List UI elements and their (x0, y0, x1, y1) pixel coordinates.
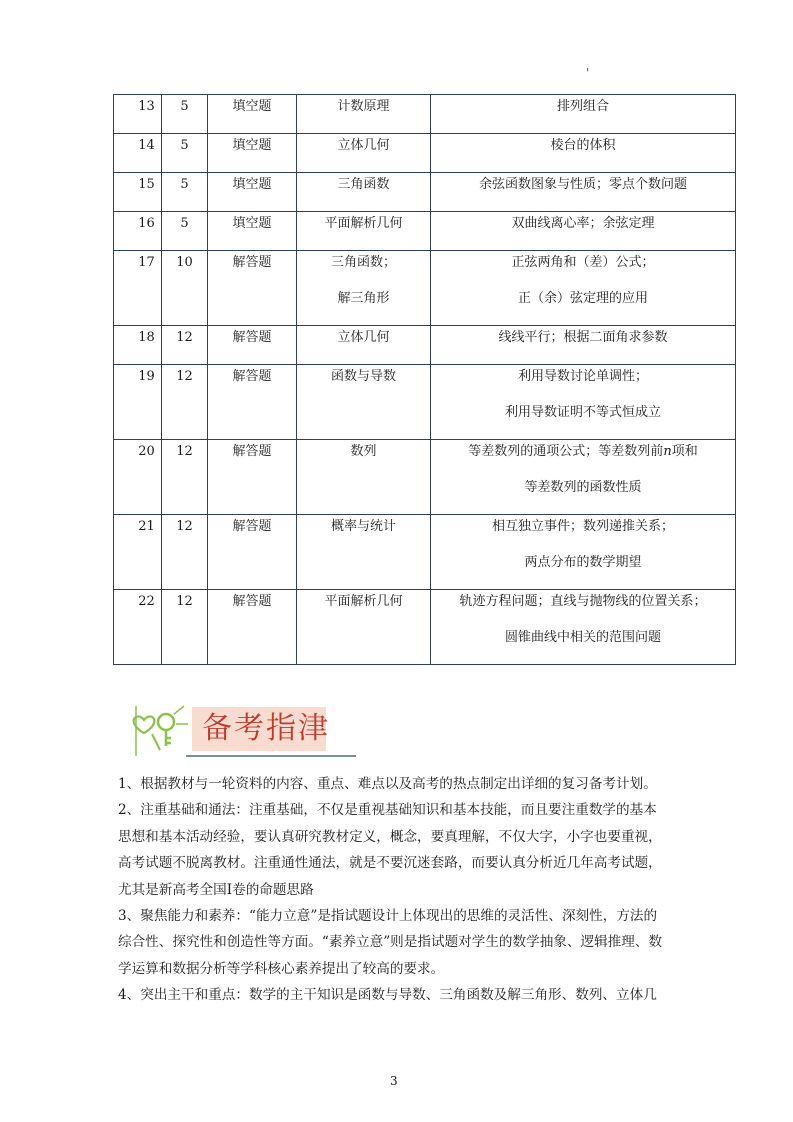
content (431, 251, 736, 326)
content-line (431, 627, 735, 664)
content-text: 相互独立事件；数列递推关系； (491, 519, 674, 534)
score (162, 440, 208, 515)
content (431, 95, 736, 134)
content-text: 余弦函数图象与性质；零点个数问题 (478, 177, 687, 192)
content-text: 正弦两角和（差）公式； (511, 255, 655, 270)
table-row (114, 212, 736, 251)
score (162, 95, 208, 134)
topic-text: 平面解析几何 (324, 594, 403, 609)
paragraph-line: 4、突出主干和重点：数学的主干知识是函数与导数、三角函数及解三角形、数列、立体几 (118, 987, 657, 1004)
paragraph-line: 1、根据教材与一轮资料的内容、重点、难点以及高考的热点制定出详细的复习备考计划。 (118, 776, 657, 792)
question-number (114, 251, 162, 326)
question-type-text: 解答题 (232, 519, 272, 534)
banner-title: 备考指津 (202, 711, 330, 746)
content-text: 等差数列的函数性质 (524, 480, 642, 495)
content (431, 173, 736, 212)
content-line (431, 402, 735, 439)
paragraph-line: 高考试题不脱离教材。注重通性通法，就是不要沉迷套路，而要认真分析近几年高考试题， (118, 855, 662, 872)
question-number (114, 212, 162, 251)
topic-text: 概率与统计 (330, 519, 396, 534)
question-number-text: 17 (138, 255, 155, 270)
topic (297, 365, 431, 440)
question-type (208, 365, 297, 440)
topic (297, 134, 431, 173)
question-type-line (208, 440, 296, 477)
table-row (114, 326, 736, 365)
table-row (114, 95, 736, 134)
topic-text: 计数原理 (337, 99, 390, 114)
question-type-text: 填空题 (232, 99, 272, 114)
table-row (114, 134, 736, 173)
content (431, 365, 736, 440)
content-line (431, 440, 735, 477)
score-line (162, 134, 207, 171)
question-number-line (132, 515, 161, 552)
topic-line (297, 515, 430, 552)
question-number-text: 18 (138, 330, 155, 345)
question-number-text: 13 (138, 99, 155, 114)
paragraph-line: 2、注重基础和通法：注重基础，不仅是重视基础知识和基本技能，而且要注重数学的基本 (118, 802, 657, 819)
content-line (431, 326, 735, 363)
topic (297, 212, 431, 251)
question-type-line (208, 515, 296, 552)
math-variable-n: n (663, 444, 672, 459)
question-number (114, 173, 162, 212)
content-tail: 项和 (671, 444, 698, 459)
question-type-text: 填空题 (232, 138, 272, 153)
topic (297, 440, 431, 515)
topic-text: 三角函数 (337, 177, 390, 192)
content-line (431, 134, 735, 171)
score-line (162, 95, 207, 132)
question-number (114, 365, 162, 440)
question-type-text: 解答题 (232, 330, 272, 345)
topic-line (297, 134, 430, 171)
content-text: 两点分布的数学期望 (524, 555, 642, 570)
content (431, 515, 736, 590)
topic-text: 数列 (350, 444, 377, 459)
content-line (431, 288, 735, 325)
score (162, 173, 208, 212)
question-type (208, 326, 297, 365)
score-text: 12 (176, 369, 193, 384)
score (162, 326, 208, 365)
question-number (114, 326, 162, 365)
question-type (208, 515, 297, 590)
question-type-text: 解答题 (232, 369, 272, 384)
paragraph-line: 思想和基本活动经验，要认真研究教材定义，概念，要真理解，不仅大字，小字也要重视， (118, 828, 662, 845)
topic-text: 三角函数； (330, 255, 396, 270)
question-type-text: 填空题 (232, 177, 272, 192)
beikao-banner (130, 700, 358, 758)
score-text: 5 (180, 138, 189, 153)
topic-line (297, 212, 430, 249)
content-text: 正（余）弦定理的应用 (517, 291, 648, 306)
question-type (208, 95, 297, 134)
score-line (162, 212, 207, 249)
exam-analysis-table (113, 94, 736, 665)
question-type-text: 解答题 (232, 594, 272, 609)
question-type (208, 173, 297, 212)
content (431, 440, 736, 515)
question-type-line (208, 326, 296, 363)
question-type-line (208, 173, 296, 210)
score-text: 12 (176, 444, 193, 459)
content-line (431, 477, 735, 514)
score (162, 365, 208, 440)
topic-line (297, 365, 430, 402)
question-number (114, 134, 162, 173)
question-type-line (208, 134, 296, 171)
content-text: 利用导数证明不等式恒成立 (504, 405, 661, 420)
content-line (431, 552, 735, 589)
question-number-line (132, 326, 161, 363)
banner-underline (186, 755, 356, 757)
score (162, 134, 208, 173)
content-line (431, 515, 735, 552)
topic-text: 平面解析几何 (324, 216, 403, 231)
topic-line (297, 173, 430, 210)
topic (297, 251, 431, 326)
topic-line (297, 251, 430, 288)
score-text: 12 (176, 519, 193, 534)
content (431, 134, 736, 173)
topic-line (297, 590, 430, 627)
score-text: 12 (176, 330, 193, 345)
question-number-line (132, 134, 161, 171)
score (162, 251, 208, 326)
score-line (162, 440, 207, 477)
content-line (431, 251, 735, 288)
content-text: 排列组合 (556, 99, 609, 114)
content-line (431, 95, 735, 132)
question-number (114, 95, 162, 134)
content (431, 326, 736, 365)
question-number-text: 19 (138, 369, 155, 384)
topic (297, 326, 431, 365)
question-number-line (132, 251, 161, 288)
content (431, 590, 736, 665)
content-text: 双曲线离心率；余弦定理 (511, 216, 655, 231)
score (162, 590, 208, 665)
score-text: 5 (180, 99, 189, 114)
content-line (431, 590, 735, 627)
question-number-line (132, 95, 161, 132)
topic-text: 立体几何 (337, 330, 390, 345)
content-line (431, 212, 735, 249)
score-text: 5 (180, 177, 189, 192)
question-type-line (208, 590, 296, 627)
question-number-text: 22 (138, 594, 155, 609)
table-row (114, 440, 736, 515)
score-line (162, 173, 207, 210)
content-line (431, 173, 735, 210)
question-type-line (208, 251, 296, 288)
question-type (208, 590, 297, 665)
question-number-line (132, 440, 161, 477)
score-line (162, 251, 207, 288)
question-type (208, 212, 297, 251)
topic-text: 解三角形 (337, 291, 390, 306)
paragraph-line: 学运算和数据分析等学科核心素养提出了较高的要求。 (118, 960, 445, 977)
topic-line (297, 440, 430, 477)
content-text: 线线平行；根据二面角求参数 (498, 330, 668, 345)
topic-text: 立体几何 (337, 138, 390, 153)
score-text: 5 (180, 216, 189, 231)
question-number-text: 20 (138, 444, 155, 459)
question-type-text: 解答题 (232, 444, 272, 459)
topic (297, 515, 431, 590)
question-type (208, 440, 297, 515)
top-mark: ' (586, 66, 590, 80)
score-line (162, 515, 207, 552)
score (162, 515, 208, 590)
question-number-line (132, 212, 161, 249)
topic (297, 95, 431, 134)
score-line (162, 326, 207, 363)
topic-line (297, 288, 430, 325)
content (431, 212, 736, 251)
question-number-line (132, 173, 161, 210)
question-type (208, 134, 297, 173)
question-number-text: 14 (138, 138, 155, 153)
question-type-text: 填空题 (232, 216, 272, 231)
content-text: 轨迹方程问题；直线与抛物线的位置关系； (459, 594, 707, 609)
question-number-line (132, 365, 161, 402)
question-number (114, 440, 162, 515)
score-line (162, 590, 207, 627)
question-type-text: 解答题 (232, 255, 272, 270)
table-row (114, 590, 736, 665)
question-type-line (208, 365, 296, 402)
topic-text: 函数与导数 (330, 369, 396, 384)
topic (297, 590, 431, 665)
guidance-text (118, 771, 693, 1009)
content-text: 等差数列的通项公式；等差数列前 (468, 444, 664, 459)
page-number: 3 (390, 1074, 398, 1088)
content-text: 棱台的体积 (550, 138, 616, 153)
score-line (162, 365, 207, 402)
key-heart-icon (130, 700, 190, 758)
question-number-text: 16 (138, 216, 155, 231)
content-line (431, 365, 735, 402)
table-row (114, 173, 736, 212)
table-row (114, 251, 736, 326)
content-text: 圆锥曲线中相关的范围问题 (504, 630, 661, 645)
question-type (208, 251, 297, 326)
question-number-text: 21 (138, 519, 155, 534)
paragraph-line: 3、聚焦能力和素养：“能力立意”是指试题设计上体现出的思维的灵活性、深刻性，方法的 (118, 908, 658, 925)
score (162, 212, 208, 251)
question-number (114, 515, 162, 590)
question-type-line (208, 95, 296, 132)
topic-line (297, 326, 430, 363)
score-text: 10 (176, 255, 193, 270)
paragraph-line: 综合性、探究性和创造性等方面。“素养立意”则是指试题对学生的数学抽象、逻辑推理、数 (118, 934, 663, 951)
question-type-line (208, 212, 296, 249)
question-number-text: 15 (138, 177, 155, 192)
topic-line (297, 95, 430, 132)
content-text: 利用导数讨论单调性； (517, 369, 648, 384)
topic (297, 173, 431, 212)
table-row (114, 365, 736, 440)
table-row (114, 515, 736, 590)
paragraph-line: 尤其是新高考全国Ⅰ卷的命题思路 (118, 881, 314, 898)
question-number-line (132, 590, 161, 627)
question-number (114, 590, 162, 665)
score-text: 12 (176, 594, 193, 609)
